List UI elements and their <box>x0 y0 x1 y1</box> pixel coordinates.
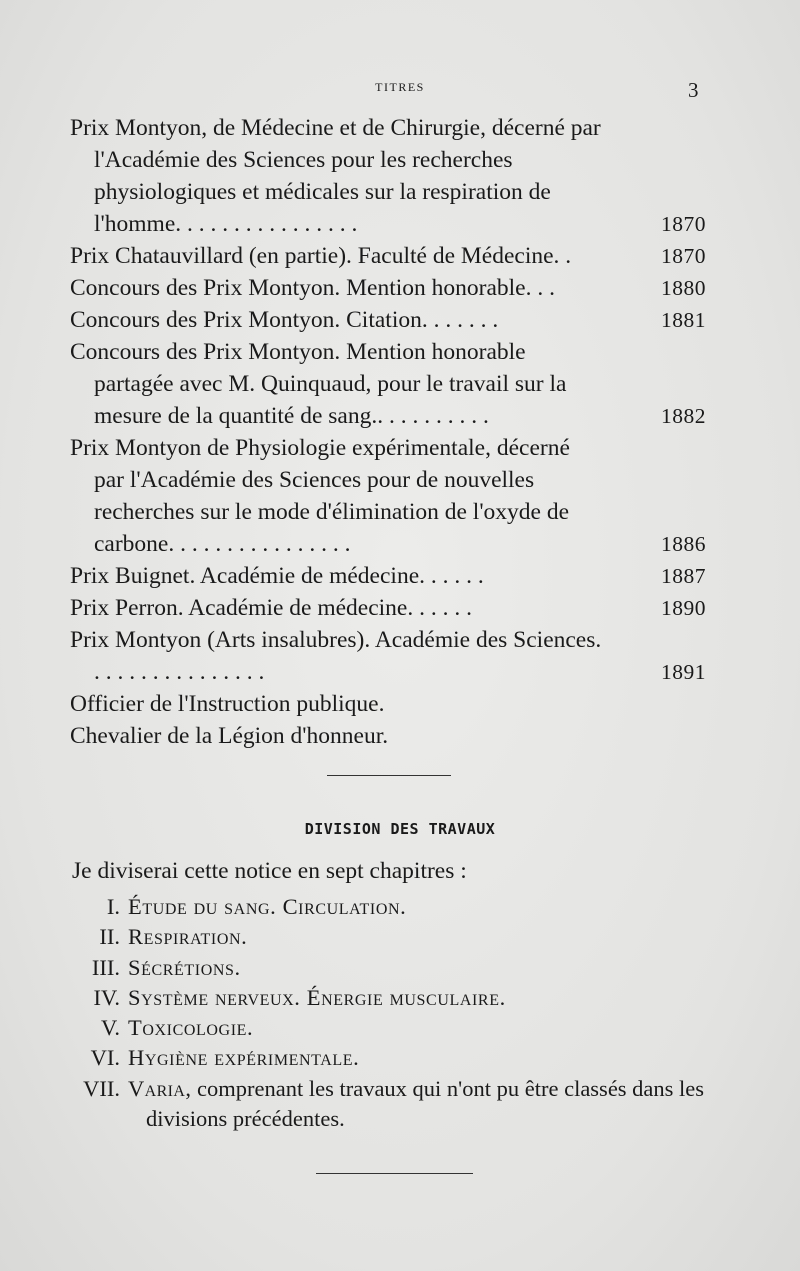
title-entry-text: Prix Buignet. Académie de médecine. . . . . . <box>70 563 484 589</box>
title-entry-year: 1882 <box>661 404 706 428</box>
chapter-numeral: II. <box>99 924 120 950</box>
title-entry-text: Concours des Prix Montyon. Citation. . . . . . . <box>70 307 499 333</box>
chapter-item <box>60 1074 740 1135</box>
title-entry-year: 1891 <box>661 660 706 684</box>
section-divider <box>327 775 451 776</box>
chapter-title: Respiration. <box>128 924 248 950</box>
title-entry-year: 1887 <box>661 564 706 588</box>
title-entry-text: Chevalier de la Légion d'honneur. <box>70 723 389 749</box>
title-entry-year: 1886 <box>661 532 706 556</box>
chapter-description-text: comprenant les travaux qui n'ont pu être classés dans les divisions précédentes. <box>146 1075 705 1132</box>
running-title: TITRES <box>375 80 425 94</box>
title-entry-text: Concours des Prix Montyon. Mention honorable. . . <box>70 275 555 301</box>
title-entry-text: Prix Perron. Académie de médecine. . . . . . <box>70 595 472 621</box>
title-entry <box>70 240 710 272</box>
chapter-item <box>60 892 740 922</box>
chapter-numeral: VI. <box>90 1045 120 1071</box>
title-entry <box>70 112 710 240</box>
chapter-numeral: VII. <box>83 1075 120 1101</box>
chapter-title: Système nerveux. Énergie musculaire. <box>128 984 506 1010</box>
chapter-title: Toxicologie. <box>128 1015 254 1041</box>
title-entry <box>70 304 710 336</box>
title-entry-text: Prix Montyon, de Médecine et de Chirurgie, décerné par l'Académie des Sciences pour les recherches physiologiques et médicales sur la respiration de l'homme. . . . . . . . . . . . . . . . <box>70 115 601 237</box>
title-entry <box>70 592 710 624</box>
titles-list <box>70 112 710 752</box>
chapter-item <box>60 953 740 983</box>
chapter-title: Étude du sang. Circulation. <box>128 894 407 919</box>
title-entry-year: 1870 <box>661 244 706 268</box>
title-entry-text: Prix Montyon (Arts insalubres). Académie des Sciences. . . . . . . . . . . . . . . . <box>70 627 602 685</box>
title-entry-text: Concours des Prix Montyon. Mention honorable partagée avec M. Quinquaud, pour le travail sur la mesure de la quantité de sang.. . . . . . . . . . <box>70 339 567 429</box>
section-intro: Je diviserai cette notice en sept chapitres : <box>72 858 467 884</box>
section-heading: DIVISION DES TRAVAUX <box>304 820 496 838</box>
title-entry-text: Prix Montyon de Physiologie expérimentale, décerné par l'Académie des Sciences pour de nouvelles recherches sur le mode d'élimination de l'oxyde de carbone. . . . . . . . . . . . . . . . <box>70 435 570 557</box>
title-entry-text: Officier de l'Instruction publique. <box>70 691 385 717</box>
chapter-title: Varia, <box>128 1075 192 1101</box>
title-entry-year: 1890 <box>661 596 706 620</box>
title-entry <box>70 272 710 304</box>
title-entry-year: 1870 <box>661 212 706 236</box>
title-entry <box>70 560 710 592</box>
closing-divider <box>316 1173 473 1174</box>
chapter-numeral: I. <box>106 894 120 919</box>
chapter-list <box>60 892 740 1134</box>
title-entry-text: Prix Chatauvillard (en partie). Faculté de Médecine. . <box>70 243 572 269</box>
chapter-numeral: IV. <box>93 984 120 1010</box>
page-number: 3 <box>688 78 699 102</box>
chapter-numeral: V. <box>101 1015 120 1041</box>
chapter-title: Sécrétions. <box>128 954 241 980</box>
chapter-title: Hygiène expérimentale. <box>128 1045 360 1071</box>
title-entry <box>70 624 710 688</box>
chapter-item <box>60 983 740 1013</box>
chapter-numeral: III. <box>91 954 120 980</box>
chapter-description <box>128 1074 740 1135</box>
title-entry-year: 1880 <box>661 276 706 300</box>
title-entry <box>70 720 710 752</box>
title-entry <box>70 432 710 560</box>
chapter-item <box>60 1043 740 1073</box>
chapter-item <box>60 1013 740 1043</box>
title-entry <box>70 336 710 432</box>
title-entry <box>70 688 710 720</box>
chapter-item <box>60 922 740 952</box>
title-entry-year: 1881 <box>661 308 706 332</box>
